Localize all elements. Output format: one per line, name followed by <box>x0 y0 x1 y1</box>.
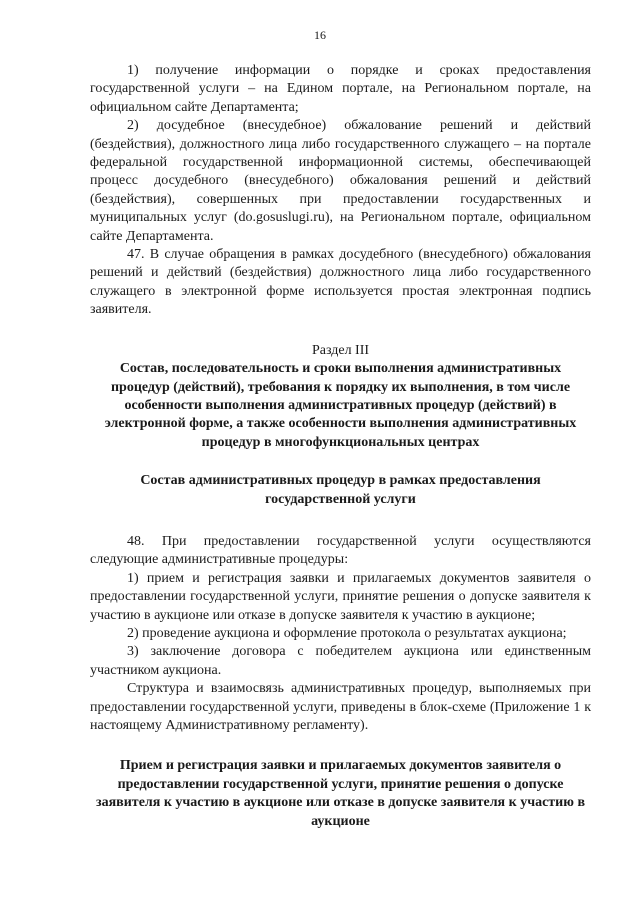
paragraph-item-1: 1) получение информации о порядке и сроках предоставления государственной услуги – на Едином портале, на Региональном портале, на официальном сайте Департамента; <box>90 63 591 115</box>
final-heading: Прием и регистрация заявки и прилагаемых документов заявителя о предоставлении государственной услуги, принятие решения о допуске заявителя к участию в аукционе или отказе в допуске заявителя к участию в аукционе <box>95 758 585 829</box>
paragraph-item-2: 2) досудебное (внесудебное) обжалование решений и действий (бездействия), должностного лица либо государственного служащего – на портале федеральной государственной информационной системы, обеспечивающей процесс досудебного (внесудебного) обжалования решений и действий (бездействия), совершенных при предоставлении государственных и муниципальных услуг (do.gosuslugi.ru), на Региональном портале, официальном сайте Департамента. <box>90 118 591 244</box>
section-label: Раздел III <box>311 342 370 358</box>
page-number: 16 <box>314 28 326 42</box>
structure-paragraph: Структура и взаимосвязь административных процедур, выполняемых при предоставлении государственной услуги, приведены в блок-схеме (Приложение 1 к настоящему Административному регламенту). <box>90 681 591 733</box>
subheading: Состав административных процедур в рамках предоставления государственной услуги <box>140 473 541 507</box>
document-body <box>90 62 591 831</box>
section-title: Состав, последовательность и сроки выполнения административных процедур (действий), требования к порядку их выполнения, в том числе особенности выполнения административных процедур (действий) в электронной форме, а также особенности выполнения административных процедур в многофункциональных центрах <box>104 361 577 450</box>
paragraph-47: 47. В случае обращения в рамках досудебного (внесудебного) обжалования решений и действий (бездействия) должностного лица либо государственного служащего в электронной форме используется простая электронная подпись заявителя. <box>90 247 591 318</box>
procedure-item-3: 3) заключение договора с победителем аукциона или единственным участником аукциона. <box>90 644 591 678</box>
procedure-item-2: 2) проведение аукциона и оформление протокола о результатах аукциона; <box>127 625 567 641</box>
paragraph-48: 48. При предоставлении государственной услуги осуществляются следующие административные процедуры: <box>90 533 591 568</box>
procedure-item-1: 1) прием и регистрация заявки и прилагаемых документов заявителя о предоставлении государственной услуги, принятие решения о допуске заявителя к участию в аукционе или отказе в допуске заявителя к участию в аукционе; <box>90 570 591 623</box>
